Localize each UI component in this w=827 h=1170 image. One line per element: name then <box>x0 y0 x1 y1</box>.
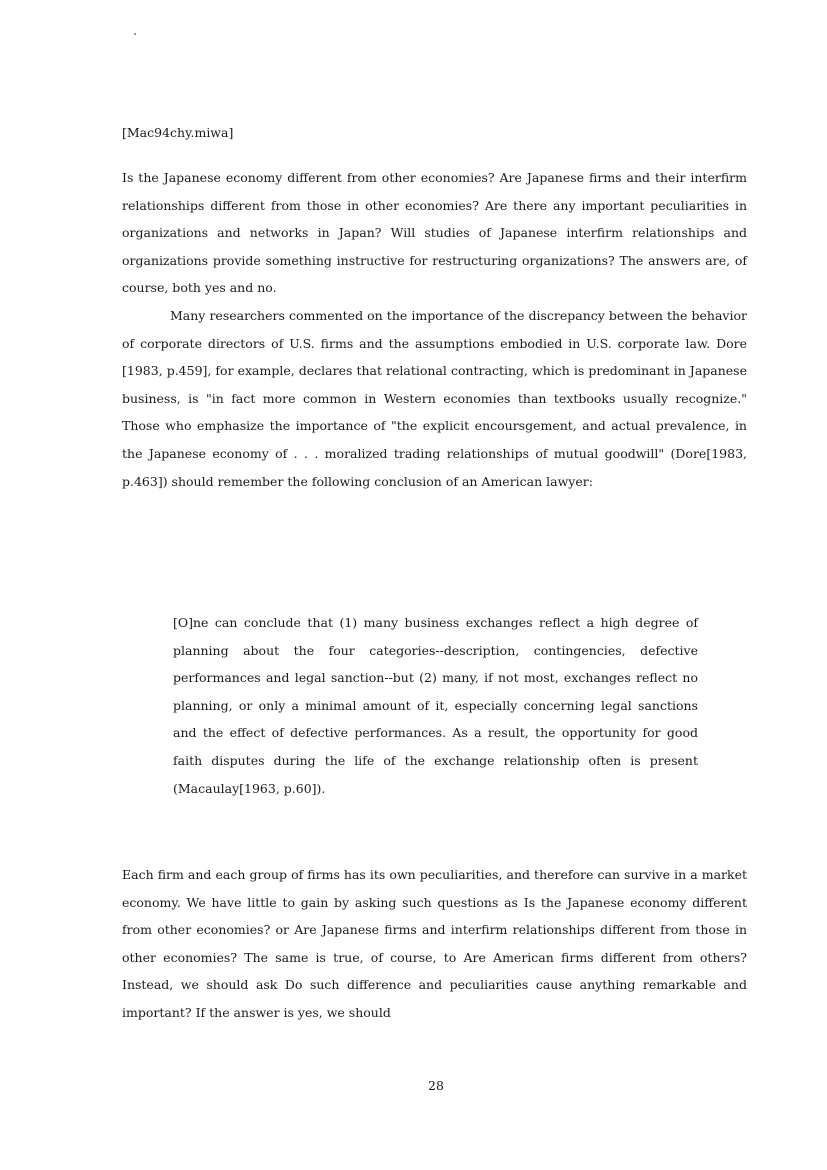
paragraph-3: Each firm and each group of firms has its own peculiarities, and therefore can survive in a market economy. We have little to gain by asking such questions as Is the Japanese economy different from other economies? or Are Japanese firms and interfirm relationships different from those in other economies? The same is true, of course, to Are American firms different from others? Instead, we should ask Do such difference and peculiarities cause anything remarkable and important? If the answer is yes, we should <box>122 867 747 1020</box>
paragraph-2: Many researchers commented on the importance of the discrepancy between the behavior of corporate directors of U.S. firms and the assumptions embodied in U.S. corporate law. Dore [1983, p.459], for example, declares that relational contracting, which is predominant in Japanese business, is "in fact more common in Western economies than textbooks usually recognize." Those who emphasize the importance of "the explicit encoursgement, and actual prevalence, in the Japanese economy of . . . moralized trading relationships of mutual goodwill" (Dore[1983, p.463]) should remember the following conclusion of an American lawyer: <box>122 307 747 489</box>
page-number: 28 <box>428 1078 444 1093</box>
scan-speck <box>134 33 136 35</box>
body-text-upper <box>122 164 747 495</box>
block-quote: [O]ne can conclude that (1) many business exchanges reflect a high degree of planning about the four categories--description, contingencies, defective performances and legal sanction--but (2) many, if not most, exchanges reflect no planning, or only a minimal amount of it, especially concerning legal sanctions and the effect of defective performances. As a result, the opportunity for good faith disputes during the life of the exchange relationship often is present (Macaulay[1963, p.60]). <box>173 615 698 796</box>
paragraph-1: Is the Japanese economy different from other economies? Are Japanese firms and their interfirm relationships different from those in other economies? Are there any important peculiarities in organizations and networks in Japan? Will studies of Japanese interfirm relationships and organizations provide something instructive for restructuring organizations? The answers are, of course, both yes and no. <box>122 170 747 296</box>
document-id: [Mac94chy.miwa] <box>122 125 234 140</box>
